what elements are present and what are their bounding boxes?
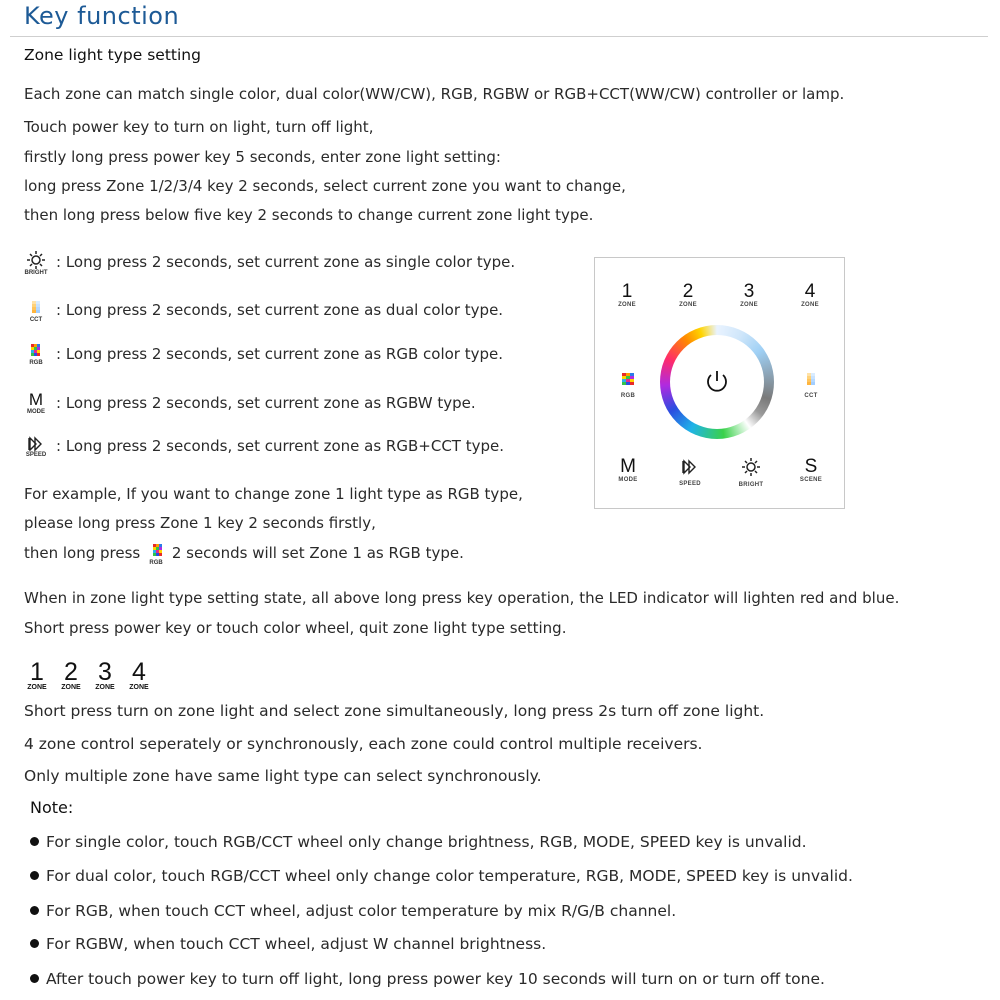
zone-text-line: Short press turn on zone light and select zone simultaneously, long press 2s turn off zone light. — [24, 702, 765, 720]
bright-caption: BRIGHT — [24, 270, 48, 276]
intro-line: long press Zone 1/2/3/4 key 2 seconds, select current zone you want to change, — [24, 177, 626, 195]
zone-text-line: 4 zone control seperately or synchronously, each zone could control multiple receivers. — [24, 735, 703, 753]
color-wheel — [660, 325, 774, 439]
intro-line: Touch power key to turn on light, turn off light, — [24, 118, 374, 136]
intro-line: Each zone can match single color, dual color(WW/CW), RGB, RGBW or RGB+CCT(WW/CW) controller or lamp. — [24, 85, 845, 103]
example-line — [24, 544, 464, 564]
section-subtitle: Zone light type setting — [24, 46, 201, 64]
zone-2-key: 2 ZONE — [679, 281, 697, 308]
rgb-icon — [145, 544, 167, 564]
note-label: Note: — [30, 798, 74, 817]
key-type-description: : Long press 2 seconds, set current zone as RGBW type. — [56, 394, 476, 412]
zone-1-key: 1 ZONE — [618, 281, 636, 308]
zone-1-icon: 1 ZONE — [27, 658, 47, 691]
bright-icon — [735, 457, 767, 477]
example-text: then long press — [24, 544, 141, 562]
mode-caption: MODE — [27, 409, 45, 415]
power-icon — [660, 325, 774, 439]
key-type-description: : Long press 2 seconds, set current zone as RGB color type. — [56, 345, 504, 363]
state-line: Short press power key or touch color wheel, quit zone light type setting. — [24, 619, 567, 637]
bright-icon — [22, 250, 50, 284]
note-item: For RGBW, when touch CCT wheel, adjust W channel brightness. — [30, 935, 546, 953]
panel-mode-key: M MODE — [618, 456, 638, 483]
zone-2-icon: 2 ZONE — [61, 658, 81, 691]
cct-icon — [22, 299, 50, 333]
key-type-description: : Long press 2 seconds, set current zone as dual color type. — [56, 301, 504, 319]
panel-bright-key: BRIGHT — [735, 457, 767, 488]
panel-speed-key: SPEED — [674, 458, 706, 487]
zone-4-icon: 4 ZONE — [129, 658, 149, 691]
zone-3-icon: 3 ZONE — [95, 658, 115, 691]
example-line: please long press Zone 1 key 2 seconds firstly, — [24, 514, 376, 532]
panel-cct-key: CCT — [797, 372, 825, 399]
rgb-caption: RGB — [29, 360, 43, 366]
title-divider — [10, 36, 988, 37]
panel-rgb-key: RGB — [614, 372, 642, 399]
key-type-description: : Long press 2 seconds, set current zone as single color type. — [56, 253, 516, 271]
rgb-caption: RGB — [149, 560, 163, 566]
note-item: After touch power key to turn off light, long press power key 10 seconds will turn on or turn off tone. — [30, 970, 825, 988]
example-text: 2 seconds will set Zone 1 as RGB type. — [171, 544, 464, 562]
note-item: For single color, touch RGB/CCT wheel only change brightness, RGB, MODE, SPEED key is unvalid. — [30, 833, 807, 851]
note-item: For dual color, touch RGB/CCT wheel only change color temperature, RGB, MODE, SPEED key is unvalid. — [30, 867, 853, 885]
zone-text-line: Only multiple zone have same light type can select synchronously. — [24, 767, 542, 785]
key-type-description: : Long press 2 seconds, set current zone as RGB+CCT type. — [56, 437, 504, 455]
panel-scene-key: S SCENE — [799, 456, 823, 483]
zone-3-key: 3 ZONE — [740, 281, 758, 308]
mode-icon: M MODE — [22, 391, 50, 425]
intro-line: firstly long press power key 5 seconds, enter zone light setting: — [24, 148, 501, 166]
note-item: For RGB, when touch CCT wheel, adjust color temperature by mix R/G/B channel. — [30, 902, 676, 920]
speed-caption: SPEED — [25, 452, 47, 458]
intro-line: then long press below five key 2 seconds to change current zone light type. — [24, 206, 594, 224]
speed-icon — [674, 458, 706, 476]
speed-icon — [22, 435, 50, 469]
cct-caption: CCT — [29, 317, 43, 323]
page-title: Key function — [24, 2, 180, 30]
zone-4-key: 4 ZONE — [801, 281, 819, 308]
example-line: For example, If you want to change zone 1 light type as RGB type, — [24, 485, 523, 503]
rgb-icon — [22, 342, 50, 376]
state-line: When in zone light type setting state, all above long press key operation, the LED indicator will lighten red and blue. — [24, 589, 900, 607]
